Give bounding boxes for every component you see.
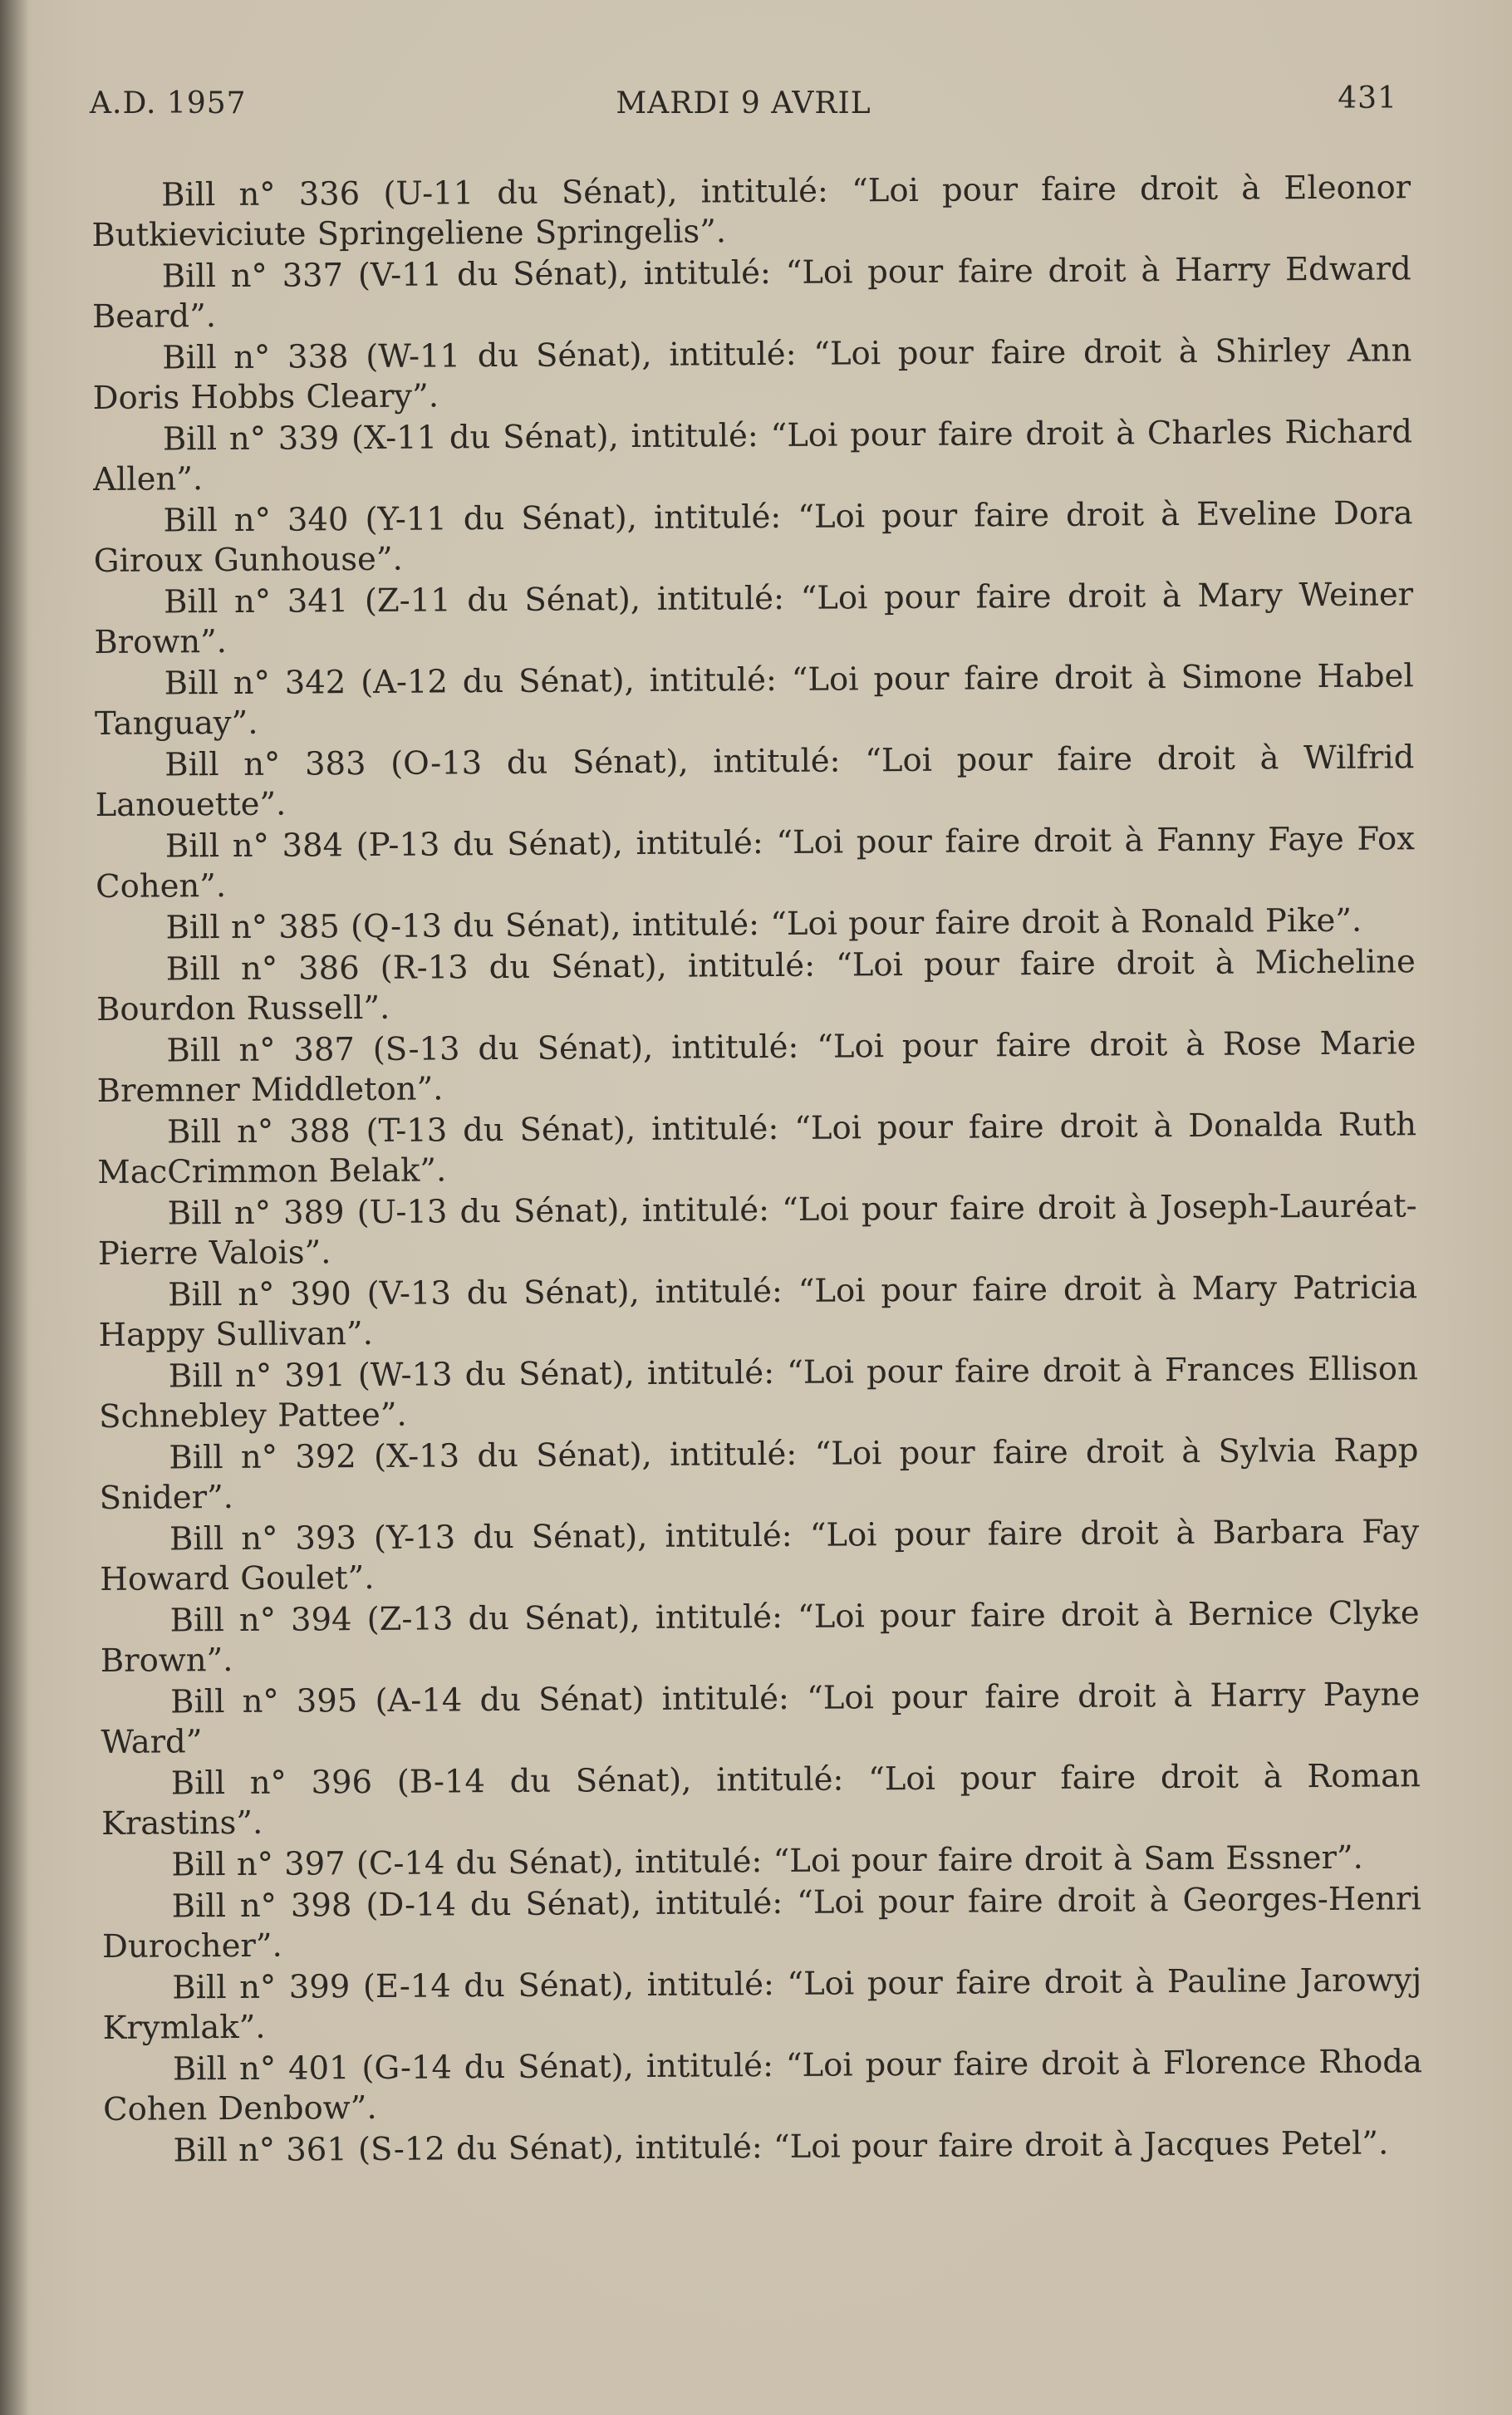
bill-entry-text: Bill n° 394 (Z-13 du Sénat), intitulé: “Loi pour faire droit à Bernice Clyke Brown”. xyxy=(100,1594,1420,1680)
bill-entry xyxy=(97,1186,1417,1274)
bill-entry xyxy=(102,1879,1422,1967)
bill-entry-text: Bill n° 385 (Q-13 du Sénat), intitulé: “Loi pour faire droit à Ronald Pike”. xyxy=(165,901,1362,947)
bill-entry xyxy=(95,656,1415,744)
bill-entry xyxy=(103,2123,1422,2172)
page-number: 431 xyxy=(1338,81,1397,115)
bill-entry-text: Bill n° 342 (A-12 du Sénat), intitulé: “Loi pour faire droit à Simone Habel Tanguay”. xyxy=(94,657,1414,743)
bill-entry-text: Bill n° 339 (X-11 du Sénat), intitulé: “Loi pour faire droit à Charles Richard Allen”. xyxy=(93,413,1413,498)
header-date: MARDI 9 AVRIL xyxy=(616,86,871,120)
bill-entry xyxy=(102,1961,1422,2049)
bill-entry xyxy=(101,1756,1421,1844)
bill-entry-text: Bill n° 337 (V-11 du Sénat), intitulé: “Loi pour faire droit à Harry Edward Beard”. xyxy=(91,250,1411,336)
bill-entry-text: Bill n° 393 (Y-13 du Sénat), intitulé: “Loi pour faire droit à Barbara Fay Howard Goulet”. xyxy=(100,1513,1420,1598)
bill-entry xyxy=(101,1675,1421,1763)
bill-entry-text: Bill n° 398 (D-14 du Sénat), intitulé: “Loi pour faire droit à Georges-Henri Durocher”. xyxy=(101,1880,1421,1966)
bill-entry-text: Bill n° 338 (W-11 du Sénat), intitulé: “Loi pour faire droit à Shirley Ann Doris Hobbs Cleary”. xyxy=(92,331,1412,417)
bill-entry xyxy=(99,1349,1419,1437)
bill-entry xyxy=(96,901,1415,949)
bill-entry-text: Bill n° 341 (Z-11 du Sénat), intitulé: “Loi pour faire droit à Mary Weiner Brown”. xyxy=(94,576,1414,661)
bill-entry xyxy=(98,1268,1418,1356)
bill-entry xyxy=(92,331,1412,419)
bill-entry-text: Bill n° 336 (U-11 du Sénat), intitulé: “Loi pour faire droit à Eleonor Butkieviciute Springeliene Springelis”. xyxy=(91,169,1411,254)
bill-entry-text: Bill n° 389 (U-13 du Sénat), intitulé: “Loi pour faire droit à Joseph-Lauréat-Pierre Valois”. xyxy=(97,1187,1417,1273)
bill-entry xyxy=(101,1838,1421,1886)
bill-entry xyxy=(93,493,1413,582)
bill-entry xyxy=(96,942,1416,1030)
bill-entry-text: Bill n° 395 (A-14 du Sénat) intitulé: “Loi pour faire droit à Harry Payne Ward” xyxy=(101,1676,1421,1761)
bill-entry xyxy=(99,1431,1419,1519)
bill-entry-text: Bill n° 392 (X-13 du Sénat), intitulé: “Loi pour faire droit à Sylvia Rapp Snider”. xyxy=(99,1431,1419,1517)
bill-entry xyxy=(100,1512,1420,1600)
header-year: A.D. 1957 xyxy=(90,86,247,120)
bill-entry-text: Bill n° 390 (V-13 du Sénat), intitulé: “Loi pour faire droit à Mary Patricia Happy Sullivan”. xyxy=(98,1269,1418,1354)
bill-entry-text: Bill n° 383 (O-13 du Sénat), intitulé: “Loi pour faire droit à Wilfrid Lanouette”. xyxy=(95,739,1415,824)
bill-entry xyxy=(97,1105,1417,1193)
bill-list xyxy=(91,168,1423,2173)
bill-entry-text: Bill n° 396 (B-14 du Sénat), intitulé: “Loi pour faire droit à Roman Krastins”. xyxy=(101,1757,1421,1843)
bill-entry-text: Bill n° 397 (C-14 du Sénat), intitulé: “Loi pour faire droit à Sam Essner”. xyxy=(171,1838,1363,1884)
bill-entry xyxy=(93,412,1413,500)
bill-entry-text: Bill n° 399 (E-14 du Sénat), intitulé: “Loi pour faire droit à Pauline Jarowyj Krymlak”. xyxy=(102,1961,1422,2047)
bill-entry-text: Bill n° 391 (W-13 du Sénat), intitulé: “Loi pour faire droit à Frances Ellison Schnebley Pattee”. xyxy=(98,1350,1418,1436)
bill-entry-text: Bill n° 340 (Y-11 du Sénat), intitulé: “Loi pour faire droit à Eveline Dora Giroux Gunhouse”. xyxy=(93,494,1413,580)
bill-entry xyxy=(92,249,1412,337)
running-header xyxy=(90,81,1397,136)
bill-entry xyxy=(100,1593,1420,1681)
bill-entry-text: Bill n° 361 (S-12 du Sénat), intitulé: “Loi pour faire droit à Jacques Petel”. xyxy=(173,2124,1389,2170)
bill-entry xyxy=(94,575,1414,663)
bill-entry xyxy=(95,738,1415,826)
bill-entry xyxy=(103,2042,1423,2130)
bill-entry xyxy=(91,168,1411,256)
bill-entry xyxy=(96,819,1416,907)
bill-entry-text: Bill n° 386 (R-13 du Sénat), intitulé: “Loi pour faire droit à Micheline Bourdon Russell”. xyxy=(96,943,1416,1028)
bill-entry-text: Bill n° 401 (G-14 du Sénat), intitulé: “Loi pour faire droit à Florence Rhoda Cohen Denbow”. xyxy=(103,2043,1423,2128)
bill-entry-text: Bill n° 387 (S-13 du Sénat), intitulé: “Loi pour faire droit à Rose Marie Bremner Middleton”. xyxy=(96,1024,1416,1110)
bill-entry-text: Bill n° 388 (T-13 du Sénat), intitulé: “Loi pour faire droit à Donalda Ruth MacCrimmon Belak”. xyxy=(97,1106,1417,1191)
bill-entry-text: Bill n° 384 (P-13 du Sénat), intitulé: “Loi pour faire droit à Fanny Faye Fox Cohen”. xyxy=(96,820,1416,906)
bill-entry xyxy=(96,1023,1416,1112)
